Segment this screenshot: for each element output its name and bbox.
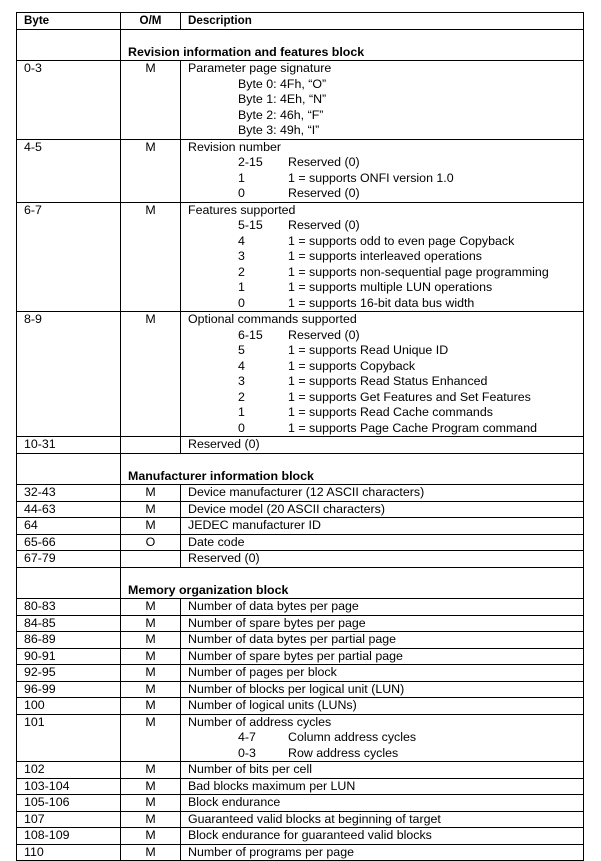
bit-description: 1 = supports interleaved operations <box>288 249 482 263</box>
description-cell <box>181 61 584 140</box>
bit-description: 1 = supports Read Cache commands <box>288 405 493 419</box>
table-row <box>17 844 584 861</box>
byte-cell: 92-95 <box>17 665 121 682</box>
description-text: Number of data bytes per partial page <box>188 632 397 646</box>
bit-field-line <box>188 186 583 202</box>
bit-description: Reserved (0) <box>288 327 360 342</box>
bit-index: 0 <box>238 186 245 200</box>
table-row <box>17 61 584 140</box>
section-title: Manufacturer information block <box>121 453 584 485</box>
bit-field-line <box>188 280 583 296</box>
table-row <box>17 139 584 202</box>
description-text: Number of spare bytes per page <box>188 615 366 630</box>
description-text: Bad blocks maximum per LUN <box>188 778 356 793</box>
bit-field-line <box>188 405 583 421</box>
table-row <box>17 312 584 437</box>
description-text: Number of address cycles <box>188 714 332 729</box>
bit-description: Reserved (0) <box>288 186 360 200</box>
om-cell: M <box>121 312 181 437</box>
description-cell <box>181 599 584 616</box>
table-row <box>17 518 584 535</box>
description-text: Reserved (0) <box>188 437 260 451</box>
description-cell <box>181 139 584 202</box>
byte-cell: 44-63 <box>17 501 121 518</box>
bit-description: 1 = supports Get Features and Set Features <box>288 389 531 404</box>
description-text: Revision number <box>188 139 281 154</box>
description-text: JEDEC manufacturer ID <box>188 518 321 532</box>
description-cell <box>181 534 584 551</box>
byte-cell: 6-7 <box>17 202 121 312</box>
description-cell <box>181 632 584 649</box>
byte-cell: 67-79 <box>17 551 121 568</box>
description-cell <box>181 312 584 437</box>
signature-line: Byte 0: 4Fh, “O” <box>238 76 327 91</box>
bit-field-line <box>188 374 583 390</box>
header-description: Description <box>181 13 584 30</box>
signature-line: Byte 2: 46h, “F” <box>238 107 324 122</box>
bit-description: Row address cycles <box>288 745 399 760</box>
description-text: Reserved (0) <box>188 551 260 565</box>
bit-description: 1 = supports Read Unique ID <box>288 343 449 357</box>
table-row <box>17 648 584 665</box>
byte-cell: 0-3 <box>17 61 121 140</box>
header-byte: Byte <box>17 13 121 30</box>
bit-index: 0-3 <box>238 745 256 760</box>
description-text: Number of spare bytes per partial page <box>188 648 403 663</box>
description-text: Number of logical units (LUNs) <box>188 698 357 712</box>
om-cell: M <box>121 698 181 715</box>
bit-index: 0 <box>238 420 245 435</box>
section-title: Revision information and features block <box>121 29 584 61</box>
om-cell: M <box>121 714 181 762</box>
byte-cell: 4-5 <box>17 139 121 202</box>
description-cell <box>181 698 584 715</box>
byte-cell: 80-83 <box>17 599 121 616</box>
description-cell <box>181 665 584 682</box>
bit-index: 5 <box>238 343 245 357</box>
table-row <box>17 551 584 568</box>
om-cell: O <box>121 534 181 551</box>
bit-field-line <box>188 265 583 281</box>
byte-cell: 102 <box>17 762 121 779</box>
bit-index: 2 <box>238 264 245 279</box>
bit-field-line <box>188 155 583 171</box>
om-cell: M <box>121 762 181 779</box>
table-row <box>17 534 584 551</box>
bit-description: Reserved (0) <box>288 218 360 232</box>
table-header-row <box>17 13 584 30</box>
om-cell: M <box>121 615 181 632</box>
description-text: Number of bits per cell <box>188 762 312 776</box>
section-byte-cell <box>17 567 121 599</box>
bit-index: 0 <box>238 295 245 310</box>
bit-description: 1 = supports Page Cache Program command <box>288 420 537 435</box>
byte-cell: 90-91 <box>17 648 121 665</box>
description-cell <box>181 714 584 762</box>
description-cell <box>181 551 584 568</box>
om-cell: M <box>121 61 181 140</box>
bit-field-line <box>188 249 583 265</box>
description-cell <box>181 485 584 502</box>
om-cell: M <box>121 139 181 202</box>
description-cell <box>181 681 584 698</box>
byte-cell: 101 <box>17 714 121 762</box>
description-cell <box>181 828 584 845</box>
table-row <box>17 795 584 812</box>
section-byte-cell <box>17 29 121 61</box>
bit-field-line <box>188 328 583 344</box>
description-cell <box>181 437 584 454</box>
section-byte-cell <box>17 453 121 485</box>
description-text: Number of data bytes per page <box>188 599 359 613</box>
bit-description: 1 = supports ONFI version 1.0 <box>288 170 454 185</box>
table-row <box>17 485 584 502</box>
table-row <box>17 599 584 616</box>
bit-index: 3 <box>238 249 245 263</box>
bit-field-line <box>188 343 583 359</box>
byte-cell: 100 <box>17 698 121 715</box>
bit-field-line <box>188 234 583 250</box>
section-title: Memory organization block <box>121 567 584 599</box>
bit-field-line <box>188 171 583 187</box>
om-cell: M <box>121 795 181 812</box>
description-cell <box>181 844 584 861</box>
description-cell <box>181 762 584 779</box>
description-text: Block endurance <box>188 795 281 809</box>
bit-field-line <box>188 359 583 375</box>
om-cell: M <box>121 778 181 795</box>
om-cell: M <box>121 844 181 861</box>
description-text: Number of pages per block <box>188 665 337 679</box>
byte-cell: 32-43 <box>17 485 121 502</box>
bit-field-line <box>188 730 583 746</box>
om-cell: M <box>121 599 181 616</box>
om-cell: M <box>121 518 181 535</box>
description-text: Number of blocks per logical unit (LUN) <box>188 681 405 696</box>
table-row <box>17 665 584 682</box>
signature-line: Byte 1: 4Eh, “N” <box>238 92 327 106</box>
description-text: Device model (20 ASCII characters) <box>188 501 385 516</box>
bit-index: 3 <box>238 374 245 388</box>
om-cell: M <box>121 501 181 518</box>
om-cell: M <box>121 202 181 312</box>
table-row <box>17 714 584 762</box>
bit-description: 1 = supports non-sequential page programming <box>288 264 549 279</box>
parameter-page-table <box>16 12 584 861</box>
bit-description: Column address cycles <box>288 730 417 744</box>
section-row <box>17 453 584 485</box>
description-text: Number of programs per page <box>188 844 354 859</box>
table-row <box>17 437 584 454</box>
section-row <box>17 567 584 599</box>
bit-index: 6-15 <box>238 327 263 342</box>
bit-field-line <box>188 218 583 234</box>
table-body <box>17 29 584 861</box>
bit-index: 1 <box>238 405 245 419</box>
om-cell: M <box>121 632 181 649</box>
byte-cell: 86-89 <box>17 632 121 649</box>
om-cell <box>121 437 181 454</box>
bit-index: 4 <box>238 358 245 373</box>
byte-cell: 84-85 <box>17 615 121 632</box>
table-row <box>17 681 584 698</box>
byte-cell: 107 <box>17 811 121 828</box>
table-row <box>17 698 584 715</box>
table-row <box>17 501 584 518</box>
bit-index: 4 <box>238 233 245 248</box>
bit-description: 1 = supports odd to even page Copyback <box>288 233 515 248</box>
bit-index: 1 <box>238 280 245 294</box>
description-cell <box>181 518 584 535</box>
bit-index: 2 <box>238 389 245 404</box>
bit-description: 1 = supports multiple LUN operations <box>288 280 493 294</box>
description-cell <box>181 811 584 828</box>
description-text: Parameter page signature <box>188 61 332 75</box>
description-cell <box>181 501 584 518</box>
table-row <box>17 778 584 795</box>
bit-description: 1 = supports Copyback <box>288 358 416 373</box>
description-cell <box>181 202 584 312</box>
description-text: Device manufacturer (12 ASCII characters) <box>188 485 425 499</box>
table-row <box>17 202 584 312</box>
bit-description: Reserved (0) <box>288 155 360 169</box>
byte-cell: 105-106 <box>17 795 121 812</box>
description-text: Features supported <box>188 202 296 217</box>
table-row <box>17 632 584 649</box>
description-text: Guaranteed valid blocks at beginning of target <box>188 811 441 826</box>
om-cell: M <box>121 811 181 828</box>
bit-field-line <box>188 421 583 437</box>
description-text: Optional commands supported <box>188 312 357 326</box>
byte-cell: 10-31 <box>17 437 121 454</box>
bit-field-line <box>188 746 583 762</box>
bit-index: 4-7 <box>238 730 256 744</box>
bit-description: 1 = supports Read Status Enhanced <box>288 374 488 388</box>
byte-cell: 108-109 <box>17 828 121 845</box>
description-text: Block endurance for guaranteed valid blocks <box>188 828 432 842</box>
bit-description: 1 = supports 16-bit data bus width <box>288 295 475 310</box>
table-row <box>17 811 584 828</box>
description-cell <box>181 648 584 665</box>
om-cell: M <box>121 828 181 845</box>
bit-index: 1 <box>238 170 245 185</box>
om-cell: M <box>121 485 181 502</box>
om-cell: M <box>121 681 181 698</box>
description-text: Date code <box>188 534 245 549</box>
byte-cell: 110 <box>17 844 121 861</box>
byte-cell: 65-66 <box>17 534 121 551</box>
om-cell: M <box>121 648 181 665</box>
description-cell <box>181 615 584 632</box>
table-row <box>17 762 584 779</box>
bit-index: 5-15 <box>238 218 263 232</box>
signature-line: Byte 3: 49h, “I” <box>238 123 320 137</box>
description-cell <box>181 778 584 795</box>
byte-cell: 96-99 <box>17 681 121 698</box>
description-cell <box>181 795 584 812</box>
bit-field-line <box>188 390 583 406</box>
om-cell <box>121 551 181 568</box>
header-om: O/M <box>121 13 181 30</box>
section-row <box>17 29 584 61</box>
bit-field-line <box>188 296 583 312</box>
table-row <box>17 828 584 845</box>
byte-cell: 103-104 <box>17 778 121 795</box>
om-cell: M <box>121 665 181 682</box>
byte-cell: 64 <box>17 518 121 535</box>
table-row <box>17 615 584 632</box>
bit-index: 2-15 <box>238 155 263 169</box>
byte-cell: 8-9 <box>17 312 121 437</box>
